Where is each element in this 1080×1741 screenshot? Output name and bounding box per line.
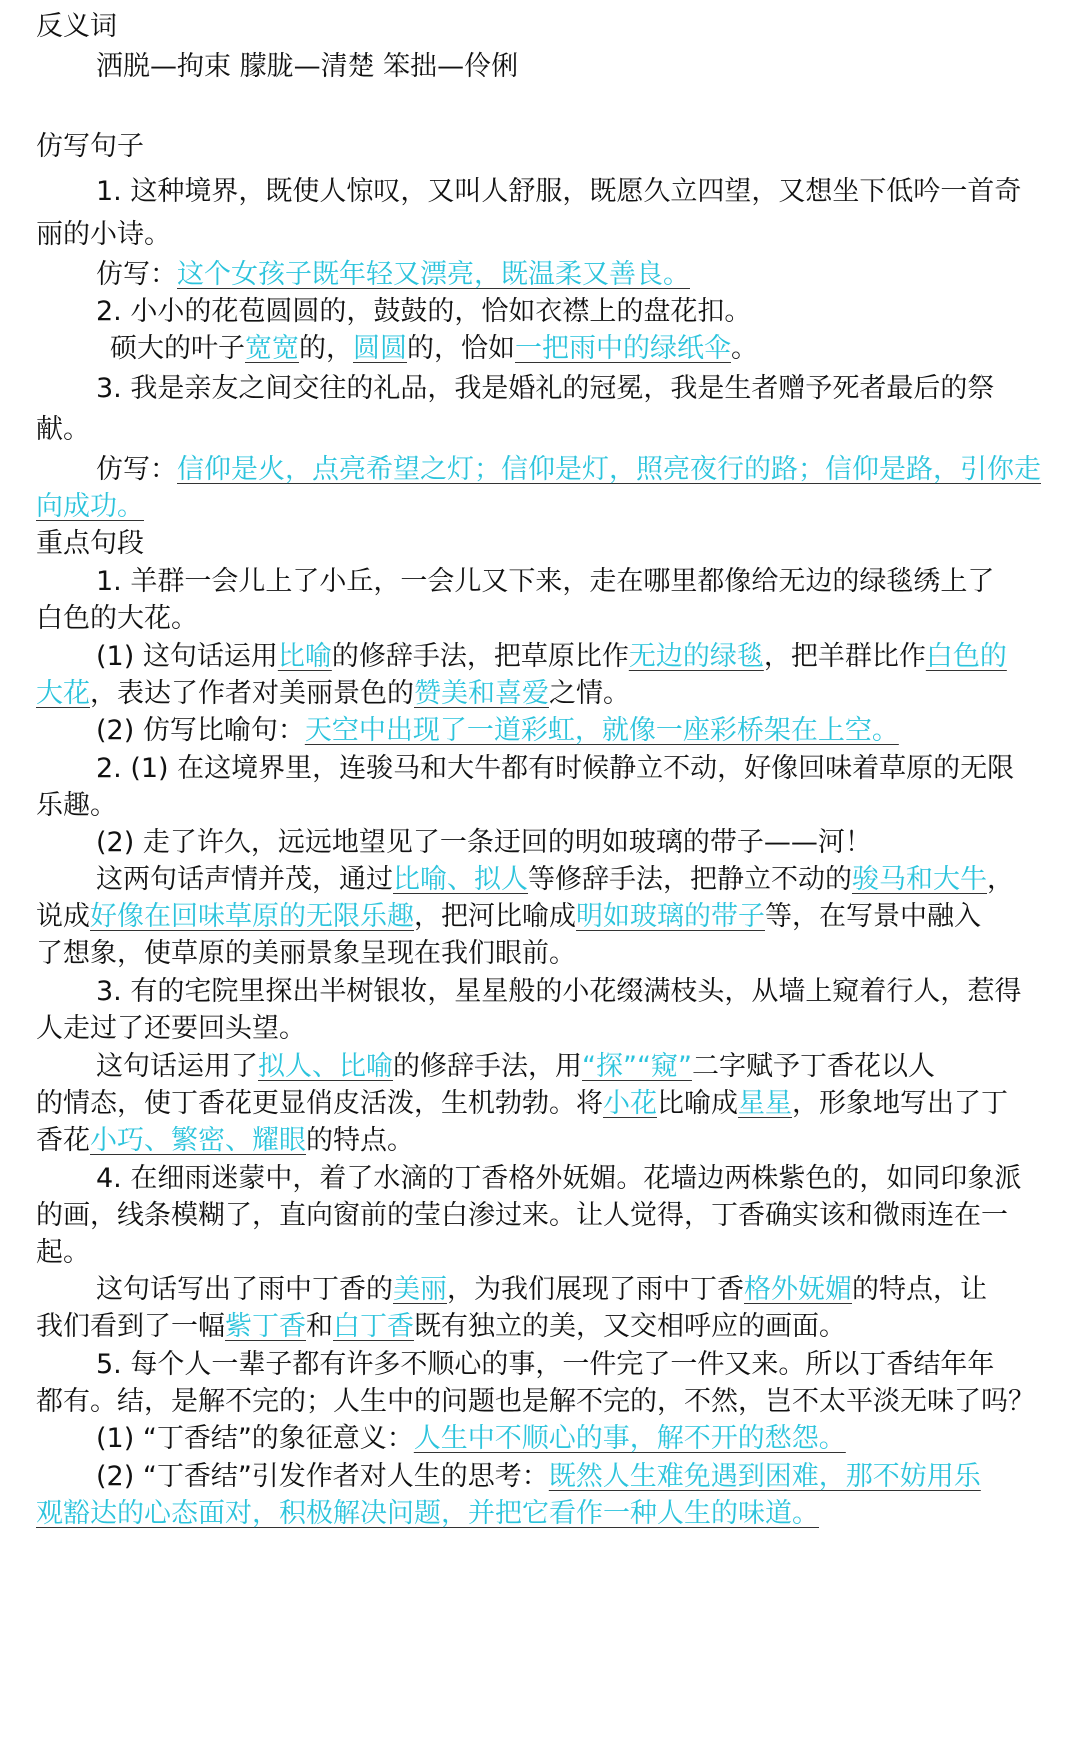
text: 等，在写景中融入 — [765, 901, 981, 932]
answer-text: 白丁香 — [333, 1311, 414, 1342]
key-5-question-2 — [96, 1460, 981, 1494]
key-2-analysis-cont — [36, 900, 981, 934]
answer-text: 信仰是火，点亮希望之灯；信仰是灯，照亮夜行的路；信仰是路，引你走 — [177, 454, 1041, 485]
imitation-label: 仿写： — [96, 259, 177, 290]
text: 这两句话声情并茂，通过 — [96, 864, 393, 895]
answer-text: 圆圆 — [353, 333, 407, 364]
text: 的， — [299, 333, 353, 364]
antonyms-heading: 反义词 — [36, 11, 117, 42]
imitation-answer-3 — [96, 453, 1041, 487]
answer-text: 好像在回味草原的无限乐趣 — [90, 901, 414, 932]
imitation-heading: 仿写句子 — [36, 131, 144, 162]
text: ，把羊群比作 — [763, 641, 926, 672]
text: ， — [987, 864, 1014, 895]
text: (2) 仿写比喻句： — [96, 715, 305, 746]
text: 的特点。 — [306, 1125, 414, 1156]
text: 硕大的叶子 — [110, 333, 245, 364]
key-sentence-3-cont: 人走过了还要回头望。 — [36, 1013, 306, 1044]
key-2-analysis-cont-2: 了想象，使草原的美丽景象呈现在我们眼前。 — [36, 938, 576, 969]
text: 的，恰如 — [407, 333, 515, 364]
text: 比喻成 — [657, 1088, 738, 1119]
key-sentence-3: 3. 有的宅院里探出半树银妆，星星般的小花缀满枝头，从墙上窥着行人，惹得 — [96, 976, 1022, 1007]
text: 既有独立的美，又交相呼应的画面。 — [414, 1311, 846, 1342]
imitation-sentence-3: 3. 我是亲友之间交往的礼品，我是婚礼的冠冕，我是生者赠予死者最后的祭 — [96, 373, 995, 404]
answer-text: 天空中出现了一道彩虹，就像一座彩桥架在上空。 — [304, 715, 899, 746]
text: 的情态，使丁香花更显俏皮活泼，生机勃勃。将 — [36, 1088, 603, 1119]
text: (1) 这句话运用 — [96, 641, 278, 672]
text: 这句话写出了雨中丁香的 — [96, 1274, 393, 1305]
answer-text: 紫丁香 — [225, 1311, 306, 1342]
imitation-answer-3-cont — [36, 490, 144, 524]
answer-text: 宽宽 — [245, 333, 299, 364]
imitation-sentence-1-cont: 丽的小诗。 — [36, 219, 171, 250]
answer-text: 大花 — [36, 678, 90, 709]
key-5-question-2-cont — [36, 1497, 819, 1531]
key-sentence-2b: (2) 走了许久，远远地望见了一条迂回的明如玻璃的带子——河！ — [96, 827, 872, 858]
answer-text: 向成功。 — [36, 491, 144, 522]
text: ，形象地写出了丁 — [792, 1088, 1008, 1119]
text: (1) “丁香结”的象征意义： — [96, 1423, 414, 1454]
imitation-answer-1 — [96, 258, 690, 292]
key-2-analysis — [96, 863, 1014, 897]
key-sentence-4-cont: 的画，线条模糊了，直向窗前的莹白渗过来。让人觉得，丁香确实该和微雨连在一 — [36, 1200, 1008, 1231]
key-1-question-2 — [96, 714, 899, 748]
key-1-question-1 — [96, 640, 1007, 674]
key-4-analysis — [96, 1273, 987, 1307]
imitation-answer-2 — [110, 332, 758, 366]
answer-text: 小花 — [603, 1088, 657, 1119]
text: 和 — [306, 1311, 333, 1342]
text: 我们看到了一幅 — [36, 1311, 225, 1342]
answer-text: 美丽 — [393, 1274, 447, 1305]
text: 二字赋予丁香花以人 — [691, 1051, 935, 1082]
answer-text: 人生中不顺心的事，解不开的愁怨。 — [413, 1423, 846, 1454]
key-3-analysis-cont — [36, 1087, 1008, 1121]
key-sentence-2-cont: 乐趣。 — [36, 790, 117, 821]
answer-text: 既然人生难免遇到困难，那不妨用乐 — [548, 1461, 981, 1492]
text: ，表达了作者对美丽景色的 — [90, 678, 414, 709]
answer-text: 观豁达的心态面对，积极解决问题，并把它看作一种人生的味道。 — [36, 1498, 819, 1529]
answer-text: 无边的绿毯 — [628, 641, 764, 672]
text: ，为我们展现了雨中丁香 — [447, 1274, 744, 1305]
key-4-analysis-cont — [36, 1310, 846, 1344]
key-sentence-1-cont: 白色的大花。 — [36, 603, 198, 634]
answer-text: 比喻、拟人 — [393, 864, 528, 895]
text: 的修辞手法，用 — [393, 1051, 582, 1082]
key-sentence-4: 4. 在细雨迷蒙中，着了水滴的丁香格外妩媚。花墙边两株紫色的，如同印象派 — [96, 1163, 1022, 1194]
key-1-question-1-cont — [36, 677, 630, 711]
answer-text: 这个女孩子既年轻又漂亮，既温柔又善良。 — [177, 259, 690, 290]
answer-text: 一把雨中的绿纸伞 — [515, 333, 731, 364]
text: 香花 — [36, 1125, 90, 1156]
text: 的修辞手法，把草原比作 — [331, 641, 629, 672]
key-sentence-5-cont: 都有。结，是解不完的；人生中的问题也是解不完的，不然，岂不太平淡无味了吗？ — [36, 1386, 1035, 1417]
text: 这句话运用了 — [96, 1051, 258, 1082]
imitation-label: 仿写： — [96, 454, 177, 485]
key-sentence-1: 1. 羊群一会儿上了小丘，一会儿又下来，走在哪里都像给无边的绿毯绣上了 — [96, 566, 995, 597]
answer-text: 小巧、繁密、耀眼 — [90, 1125, 306, 1156]
key-5-question-1 — [96, 1422, 846, 1456]
imitation-sentence-2: 2. 小小的花苞圆圆的，鼓鼓的，恰如衣襟上的盘花扣。 — [96, 296, 752, 327]
answer-text: 星星 — [738, 1088, 792, 1119]
key-3-analysis — [96, 1050, 935, 1084]
text: 。 — [731, 333, 758, 364]
key-sentence-4-cont-2: 起。 — [36, 1237, 90, 1268]
answer-text: 白色的 — [925, 641, 1007, 672]
imitation-sentence-1: 1. 这种境界，既使人惊叹，又叫人舒服，既愿久立四望，又想坐下低吟一首奇 — [96, 176, 1022, 207]
key-3-analysis-cont-2 — [36, 1124, 414, 1158]
key-heading: 重点句段 — [36, 528, 144, 559]
answer-text: 格外妩媚 — [744, 1274, 852, 1305]
answer-text: 拟人、比喻 — [258, 1051, 393, 1082]
key-sentence-5: 5. 每个人一辈子都有许多不顺心的事，一件完了一件又来。所以丁香结年年 — [96, 1349, 995, 1380]
answer-text: “探”“窥” — [582, 1051, 692, 1082]
text: ，把河比喻成 — [414, 901, 576, 932]
key-sentence-2: 2. (1) 在这境界里，连骏马和大牛都有时候静立不动，好像回味着草原的无限 — [96, 753, 1015, 784]
answer-text: 明如玻璃的带子 — [576, 901, 765, 932]
answer-text: 骏马和大牛 — [852, 864, 987, 895]
text: 等修辞手法，把静立不动的 — [528, 864, 852, 895]
text: 之情。 — [549, 678, 630, 709]
antonym-pairs: 洒脱—拘束 朦胧—清楚 笨拙—伶俐 — [96, 51, 519, 82]
imitation-sentence-3-cont: 献。 — [36, 414, 90, 445]
text: 的特点，让 — [852, 1274, 987, 1305]
answer-text: 比喻 — [277, 641, 332, 672]
text: 说成 — [36, 901, 90, 932]
answer-text: 赞美和喜爱 — [414, 678, 549, 709]
text: (2) “丁香结”引发作者对人生的思考： — [96, 1461, 549, 1492]
